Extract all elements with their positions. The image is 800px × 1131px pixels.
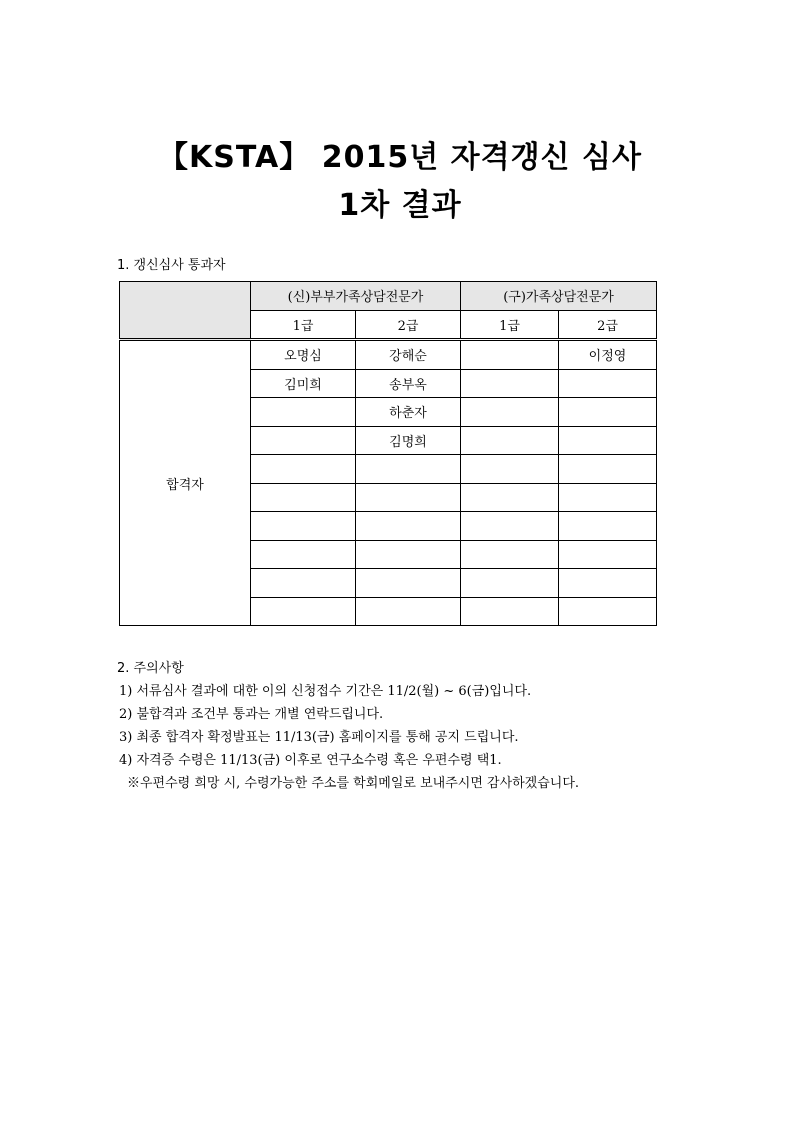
table-cell bbox=[461, 398, 559, 427]
table-cell bbox=[461, 540, 559, 569]
note-remark: ※우편수령 희망 시, 수령가능한 주소를 학회메일로 보내주시면 감사하겠습니다. bbox=[127, 776, 580, 791]
group-header-old: (구)가족상담전문가 bbox=[461, 282, 657, 311]
section2-heading: 2. 주의사항 bbox=[117, 661, 184, 676]
table-cell bbox=[559, 540, 657, 569]
table-cell bbox=[461, 455, 559, 484]
table-cell bbox=[559, 426, 657, 455]
table-cell bbox=[251, 426, 356, 455]
sub-header-old-grade1: 1급 bbox=[461, 310, 559, 340]
table-cell bbox=[461, 340, 559, 370]
table-cell bbox=[461, 569, 559, 598]
table-cell bbox=[251, 512, 356, 541]
table-cell: 오명심 bbox=[251, 340, 356, 370]
table-cell bbox=[461, 512, 559, 541]
table-cell bbox=[461, 369, 559, 398]
table-cell bbox=[251, 398, 356, 427]
sub-header-new-grade1: 1급 bbox=[251, 310, 356, 340]
table-cell bbox=[251, 455, 356, 484]
section1-heading: 1. 갱신심사 통과자 bbox=[117, 258, 226, 273]
table-cell: 김미희 bbox=[251, 369, 356, 398]
table-cell bbox=[356, 597, 461, 626]
table-cell: 이정영 bbox=[559, 340, 657, 370]
notes-list bbox=[117, 680, 717, 795]
sub-header-old-grade2: 2급 bbox=[559, 310, 657, 340]
table-cell bbox=[356, 455, 461, 484]
table-cell: 강해순 bbox=[356, 340, 461, 370]
table-row bbox=[120, 340, 657, 370]
sub-header-new-grade2: 2급 bbox=[356, 310, 461, 340]
table-cell bbox=[559, 398, 657, 427]
table-cell bbox=[559, 512, 657, 541]
table-cell bbox=[251, 483, 356, 512]
note-item: 4) 자격증 수령은 11/13(금) 이후로 연구소수령 혹은 우편수령 택1. bbox=[119, 753, 502, 768]
document-subtitle: 1차 결과 bbox=[338, 188, 462, 223]
table-cell bbox=[559, 483, 657, 512]
table-cell bbox=[461, 597, 559, 626]
table-cell bbox=[251, 540, 356, 569]
corner-cell bbox=[120, 282, 251, 340]
table-cell bbox=[251, 597, 356, 626]
table-cell: 송부옥 bbox=[356, 369, 461, 398]
table-cell bbox=[559, 455, 657, 484]
table-cell bbox=[356, 540, 461, 569]
table-cell bbox=[559, 597, 657, 626]
table-cell bbox=[251, 569, 356, 598]
table-cell bbox=[559, 569, 657, 598]
row-label-passed: 합격자 bbox=[120, 340, 251, 626]
table-cell: 김명희 bbox=[356, 426, 461, 455]
table-cell bbox=[356, 483, 461, 512]
note-item: 2) 불합격과 조건부 통과는 개별 연락드립니다. bbox=[119, 707, 384, 722]
table-cell bbox=[559, 369, 657, 398]
table-cell bbox=[461, 483, 559, 512]
group-header-new: (신)부부가족상담전문가 bbox=[251, 282, 461, 311]
results-table bbox=[119, 281, 657, 626]
note-item: 1) 서류심사 결과에 대한 이의 신청접수 기간은 11/2(월) ~ 6(금)입니다. bbox=[119, 684, 532, 699]
document-title: 【KSTA】 2015년 자격갱신 심사 bbox=[158, 140, 642, 175]
table-cell bbox=[356, 512, 461, 541]
note-item: 3) 최종 합격자 확정발표는 11/13(금) 홈페이지를 통해 공지 드립니다. bbox=[119, 730, 519, 745]
table-cell: 하춘자 bbox=[356, 398, 461, 427]
table-cell bbox=[356, 569, 461, 598]
group-header-row bbox=[120, 282, 657, 311]
table-cell bbox=[461, 426, 559, 455]
